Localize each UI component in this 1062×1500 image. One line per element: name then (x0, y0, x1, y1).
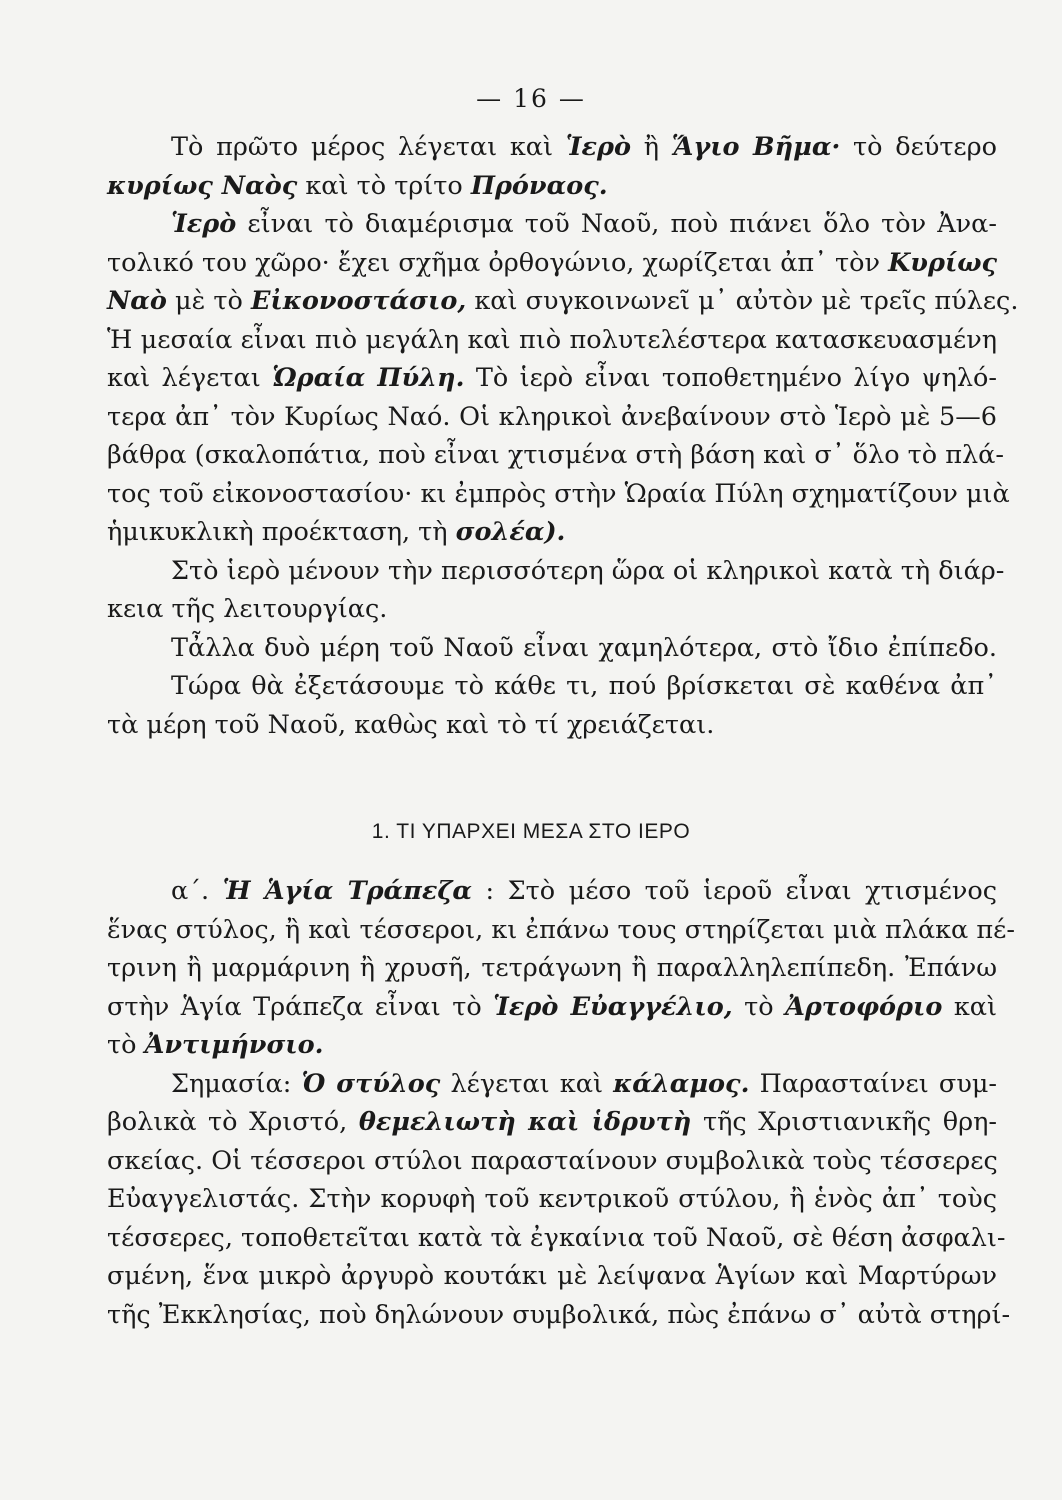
paragraph-block-parts-of-church: Τὸ πρῶτο μέρος λέγεται καὶ Ἱερὸ ἢ Ἅγιο Βῆμα· τὸ δεύτερο κυρίως Ναὸς καὶ τὸ τρίτο Πρόναος. Ἱερὸ εἶναι τὸ διαμέρισμα τοῦ Ναοῦ, ποὺ πιάνει ὅλο τὸν Ἀνα- τολικό του χῶρο· ἔχει σχῆμα ὀρθογώνιο, χωρίζεται ἀπ᾽ τὸν Κυρίως Ναὸ μὲ τὸ Εἰκονοστάσιο, καὶ συγκοινωνεῖ μ᾽ αὐτὸν μὲ τρεῖς πύλες. Ἡ μεσαία εἶναι πιὸ μεγάλη καὶ πιὸ πολυτελέστερα κατασκευασμένη καὶ λέγεται Ὡραία Πύλη. Τὸ ἱερὸ εἶναι τοποθετημένο λίγο ψηλό- τερα ἀπ᾽ τὸν Κυρίως Ναό. Οἱ κληρικοὶ ἀνεβαίνουν στὸ Ἱερὸ μὲ 5—6 βάθρα (σκαλοπάτια, ποὺ εἶναι χτισμένα στὴ βάση καὶ σ᾽ ὅλο τὸ πλά- τος τοῦ εἰκονοστασίου· κι ἐμπρὸς στὴν Ὡραία Πύλη σχηματίζουν μιὰ ἡμικυκλικὴ προέκταση, τὴ σολέα). Στὸ ἱερὸ μένουν τὴν περισσότερη ὥρα οἱ κληρικοὶ κατὰ τὴ διάρ- κεια τῆς λειτουργίας. Τἆλλα δυὸ μέρη τοῦ Ναοῦ εἶναι χαμηλότερα, στὸ ἴδιο ἐπίπεδο. Τώρα θὰ ἐξετάσουμε τὸ κάθε τι, πού βρίσκεται σὲ καθένα ἀπ᾽ τὰ μέρη τοῦ Ναοῦ, καθὼς καὶ τὸ τί χρειάζεται. (107, 132, 1019, 740)
section-heading: 1. ΤΙ ΥΠΑΡΧΕΙ ΜΕΣΑ ΣΤΟ ΙΕΡΟ (371, 820, 691, 843)
page-number: — 16 — (476, 84, 586, 113)
paragraph-block-holy-table: α΄. Ἡ Ἁγία Τράπεζα : Στὸ μέσο τοῦ ἱεροῦ εἶναι χτισμένος ἕνας στύλος, ἢ καὶ τέσσεροι, κι ἐπάνω τους στηρίζεται μιὰ πλάκα πέ- τρινη ἢ μαρμάρινη ἢ χρυσῆ, τετράγωνη ἢ παραλληλεπίπεδη. Ἐπάνω στὴν Ἁγία Τράπεζα εἶναι τὸ Ἱερὸ Εὐαγγέλιο, τὸ Ἀρτοφόριο καὶ τὸ Ἀντιμήνσιο. Σημασία: Ὁ στύλος λέγεται καὶ κάλαμος. Παρασταίνει συμ- βολικὰ τὸ Χριστό, θεμελιωτὴ καὶ ἱδρυτὴ τῆς Χριστιανικῆς θρη- σκείας. Οἱ τέσσεροι στύλοι παρασταίνουν συμβολικὰ τοὺς τέσσερες Εὐαγγελιστάς. Στὴν κορυφὴ τοῦ κεντρικοῦ στύλου, ἢ ἑνὸς ἀπ᾽ τοὺς τέσσερες, τοποθετεῖται κατὰ τὰ ἐγκαίνια τοῦ Ναοῦ, σὲ θέση ἀσφαλι- σμένη, ἕνα μικρὸ ἀργυρὸ κουτάκι μὲ λείψανα Ἁγίων καὶ Μαρτύρων τῆς Ἐκκλησίας, ποὺ δηλώνουν συμβολικά, πὼς ἐπάνω σ᾽ αὐτὰ στηρί- (107, 876, 1015, 1330)
